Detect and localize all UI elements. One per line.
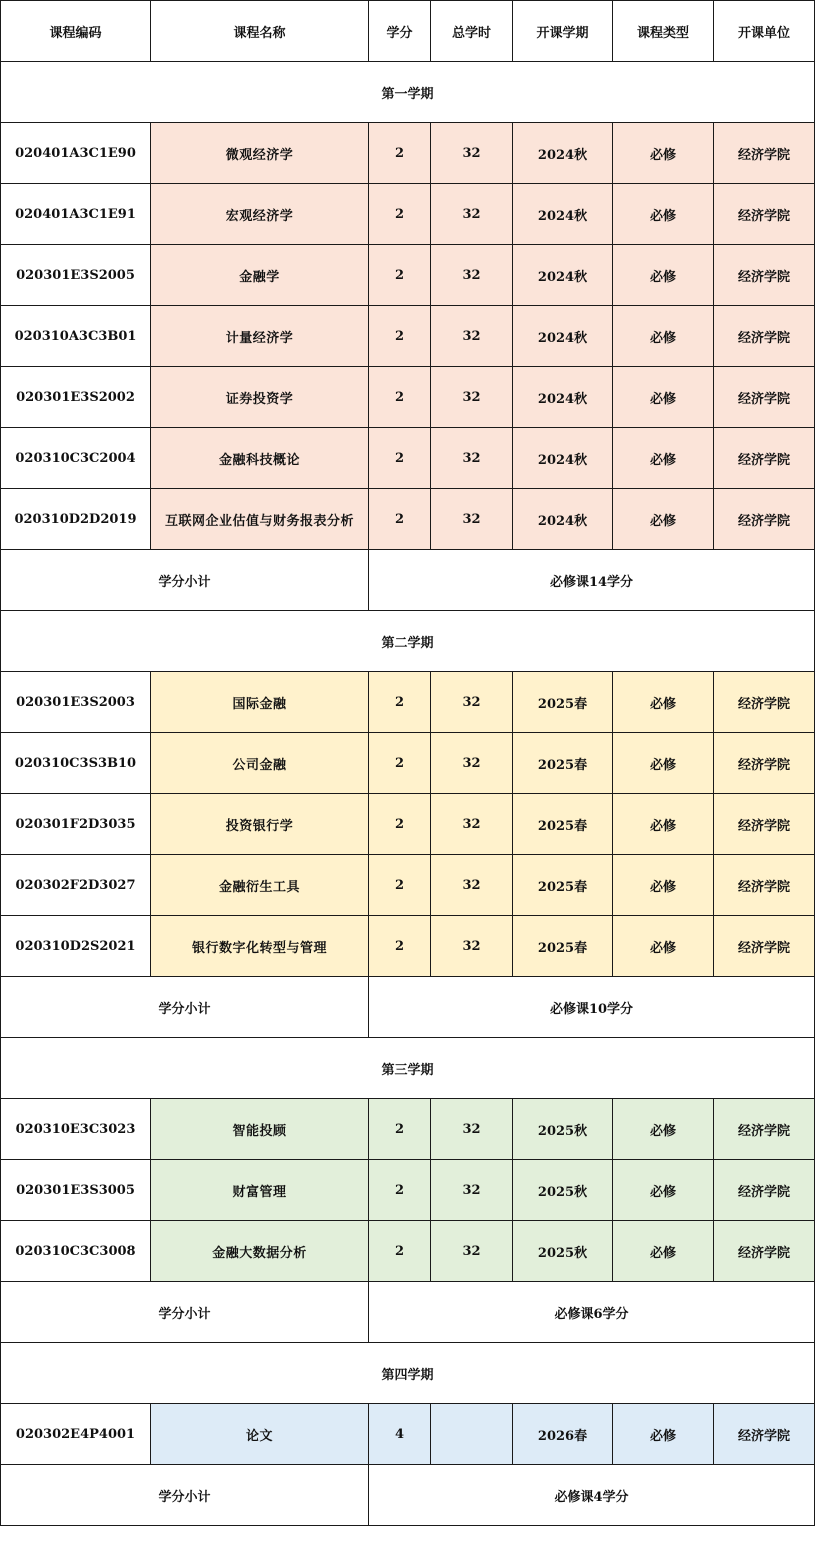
- term-cell: 2025春: [513, 855, 613, 916]
- total-hours-cell: 32: [431, 489, 513, 550]
- course-type-cell: 必修: [613, 184, 714, 245]
- semester-title-row: [1, 611, 815, 672]
- total-hours-cell: 32: [431, 428, 513, 489]
- subtotal-value: 必修课6学分: [369, 1282, 815, 1343]
- credits-cell: 2: [369, 1160, 431, 1221]
- course-name-cell: 智能投顾: [151, 1099, 369, 1160]
- course-type-cell: 必修: [613, 733, 714, 794]
- offering-unit-cell: 经济学院: [714, 306, 815, 367]
- course-code-cell: 020401A3C1E90: [1, 123, 151, 184]
- table-row: [1, 367, 815, 428]
- course-type-cell: 必修: [613, 367, 714, 428]
- table-row: [1, 306, 815, 367]
- total-hours-cell: 32: [431, 1099, 513, 1160]
- course-name-cell: 金融科技概论: [151, 428, 369, 489]
- course-name-cell: 互联网企业估值与财务报表分析: [151, 489, 369, 550]
- course-type-cell: 必修: [613, 1404, 714, 1465]
- offering-unit-cell: 经济学院: [714, 1160, 815, 1221]
- header-credits: 学分: [369, 1, 431, 62]
- offering-unit-cell: 经济学院: [714, 733, 815, 794]
- course-type-cell: 必修: [613, 123, 714, 184]
- semester-title: 第三学期: [1, 1038, 815, 1099]
- subtotal-value: 必修课10学分: [369, 977, 815, 1038]
- semester-title-row: [1, 1343, 815, 1404]
- course-name-cell: 金融衍生工具: [151, 855, 369, 916]
- credits-cell: 2: [369, 733, 431, 794]
- subtotal-value: 必修课14学分: [369, 550, 815, 611]
- offering-unit-cell: 经济学院: [714, 916, 815, 977]
- course-code-cell: 020301E3S2005: [1, 245, 151, 306]
- header-term: 开课学期: [513, 1, 613, 62]
- table-row: [1, 855, 815, 916]
- total-hours-cell: 32: [431, 916, 513, 977]
- total-hours-cell: 32: [431, 672, 513, 733]
- term-cell: 2024秋: [513, 367, 613, 428]
- credits-cell: 2: [369, 428, 431, 489]
- term-cell: 2026春: [513, 1404, 613, 1465]
- table-row: [1, 1160, 815, 1221]
- table-row: [1, 1099, 815, 1160]
- credits-cell: 2: [369, 123, 431, 184]
- table-row: [1, 1404, 815, 1465]
- course-name-cell: 金融大数据分析: [151, 1221, 369, 1282]
- subtotal-label: 学分小计: [1, 1465, 369, 1526]
- course-code-cell: 020301E3S3005: [1, 1160, 151, 1221]
- semester-title-row: [1, 62, 815, 123]
- header-course-name: 课程名称: [151, 1, 369, 62]
- credits-cell: 2: [369, 306, 431, 367]
- term-cell: 2025春: [513, 794, 613, 855]
- total-hours-cell: 32: [431, 306, 513, 367]
- table-header-row: [1, 1, 815, 62]
- term-cell: 2025秋: [513, 1099, 613, 1160]
- course-type-cell: 必修: [613, 916, 714, 977]
- credits-cell: 2: [369, 794, 431, 855]
- header-total-hours: 总学时: [431, 1, 513, 62]
- term-cell: 2025春: [513, 733, 613, 794]
- offering-unit-cell: 经济学院: [714, 428, 815, 489]
- term-cell: 2024秋: [513, 428, 613, 489]
- table-row: [1, 916, 815, 977]
- course-type-cell: 必修: [613, 306, 714, 367]
- course-code-cell: 020301F2D3035: [1, 794, 151, 855]
- header-offering-unit: 开课单位: [714, 1, 815, 62]
- subtotal-value: 必修课4学分: [369, 1465, 815, 1526]
- course-code-cell: 020302F2D3027: [1, 855, 151, 916]
- course-code-cell: 020301E3S2002: [1, 367, 151, 428]
- course-type-cell: 必修: [613, 428, 714, 489]
- course-code-cell: 020310D2S2021: [1, 916, 151, 977]
- semester-title-row: [1, 1038, 815, 1099]
- semester-title: 第四学期: [1, 1343, 815, 1404]
- table-body: [1, 62, 815, 1526]
- table-row: [1, 245, 815, 306]
- course-type-cell: 必修: [613, 794, 714, 855]
- credits-cell: 2: [369, 184, 431, 245]
- course-code-cell: 020310E3C3023: [1, 1099, 151, 1160]
- total-hours-cell: [431, 1404, 513, 1465]
- term-cell: 2024秋: [513, 184, 613, 245]
- subtotal-label: 学分小计: [1, 550, 369, 611]
- course-name-cell: 微观经济学: [151, 123, 369, 184]
- offering-unit-cell: 经济学院: [714, 245, 815, 306]
- credits-cell: 4: [369, 1404, 431, 1465]
- subtotal-label: 学分小计: [1, 1282, 369, 1343]
- course-name-cell: 公司金融: [151, 733, 369, 794]
- course-code-cell: 020310C3C3008: [1, 1221, 151, 1282]
- course-code-cell: 020310C3C2004: [1, 428, 151, 489]
- offering-unit-cell: 经济学院: [714, 489, 815, 550]
- offering-unit-cell: 经济学院: [714, 855, 815, 916]
- course-name-cell: 计量经济学: [151, 306, 369, 367]
- offering-unit-cell: 经济学院: [714, 184, 815, 245]
- term-cell: 2024秋: [513, 123, 613, 184]
- credits-cell: 2: [369, 1221, 431, 1282]
- offering-unit-cell: 经济学院: [714, 672, 815, 733]
- course-name-cell: 金融学: [151, 245, 369, 306]
- table-row: [1, 184, 815, 245]
- course-type-cell: 必修: [613, 489, 714, 550]
- course-type-cell: 必修: [613, 1099, 714, 1160]
- offering-unit-cell: 经济学院: [714, 367, 815, 428]
- total-hours-cell: 32: [431, 733, 513, 794]
- course-code-cell: 020310C3S3B10: [1, 733, 151, 794]
- term-cell: 2024秋: [513, 489, 613, 550]
- credits-cell: 2: [369, 489, 431, 550]
- term-cell: 2025春: [513, 916, 613, 977]
- course-type-cell: 必修: [613, 672, 714, 733]
- course-code-cell: 020302E4P4001: [1, 1404, 151, 1465]
- course-type-cell: 必修: [613, 855, 714, 916]
- table-row: [1, 1221, 815, 1282]
- credits-cell: 2: [369, 672, 431, 733]
- term-cell: 2024秋: [513, 306, 613, 367]
- course-type-cell: 必修: [613, 1221, 714, 1282]
- total-hours-cell: 32: [431, 855, 513, 916]
- header-course-code: 课程编码: [1, 1, 151, 62]
- table-row: [1, 733, 815, 794]
- course-code-cell: 020310A3C3B01: [1, 306, 151, 367]
- course-name-cell: 论文: [151, 1404, 369, 1465]
- semester-title: 第一学期: [1, 62, 815, 123]
- total-hours-cell: 32: [431, 123, 513, 184]
- offering-unit-cell: 经济学院: [714, 1099, 815, 1160]
- credits-cell: 2: [369, 367, 431, 428]
- subtotal-row: [1, 977, 815, 1038]
- credits-cell: 2: [369, 916, 431, 977]
- subtotal-row: [1, 1282, 815, 1343]
- term-cell: 2024秋: [513, 245, 613, 306]
- course-name-cell: 财富管理: [151, 1160, 369, 1221]
- offering-unit-cell: 经济学院: [714, 794, 815, 855]
- subtotal-label: 学分小计: [1, 977, 369, 1038]
- credits-cell: 2: [369, 855, 431, 916]
- offering-unit-cell: 经济学院: [714, 1404, 815, 1465]
- term-cell: 2025春: [513, 672, 613, 733]
- semester-title: 第二学期: [1, 611, 815, 672]
- credits-cell: 2: [369, 245, 431, 306]
- table-row: [1, 672, 815, 733]
- table-row: [1, 489, 815, 550]
- course-name-cell: 银行数字化转型与管理: [151, 916, 369, 977]
- course-type-cell: 必修: [613, 245, 714, 306]
- term-cell: 2025秋: [513, 1160, 613, 1221]
- header-course-type: 课程类型: [613, 1, 714, 62]
- subtotal-row: [1, 1465, 815, 1526]
- course-name-cell: 投资银行学: [151, 794, 369, 855]
- course-code-cell: 020310D2D2019: [1, 489, 151, 550]
- table-row: [1, 794, 815, 855]
- offering-unit-cell: 经济学院: [714, 1221, 815, 1282]
- total-hours-cell: 32: [431, 1221, 513, 1282]
- total-hours-cell: 32: [431, 367, 513, 428]
- course-type-cell: 必修: [613, 1160, 714, 1221]
- total-hours-cell: 32: [431, 1160, 513, 1221]
- total-hours-cell: 32: [431, 794, 513, 855]
- course-code-cell: 020301E3S2003: [1, 672, 151, 733]
- offering-unit-cell: 经济学院: [714, 123, 815, 184]
- course-name-cell: 证券投资学: [151, 367, 369, 428]
- table-row: [1, 428, 815, 489]
- course-name-cell: 宏观经济学: [151, 184, 369, 245]
- table-row: [1, 123, 815, 184]
- course-name-cell: 国际金融: [151, 672, 369, 733]
- term-cell: 2025秋: [513, 1221, 613, 1282]
- total-hours-cell: 32: [431, 184, 513, 245]
- course-code-cell: 020401A3C1E91: [1, 184, 151, 245]
- credits-cell: 2: [369, 1099, 431, 1160]
- subtotal-row: [1, 550, 815, 611]
- total-hours-cell: 32: [431, 245, 513, 306]
